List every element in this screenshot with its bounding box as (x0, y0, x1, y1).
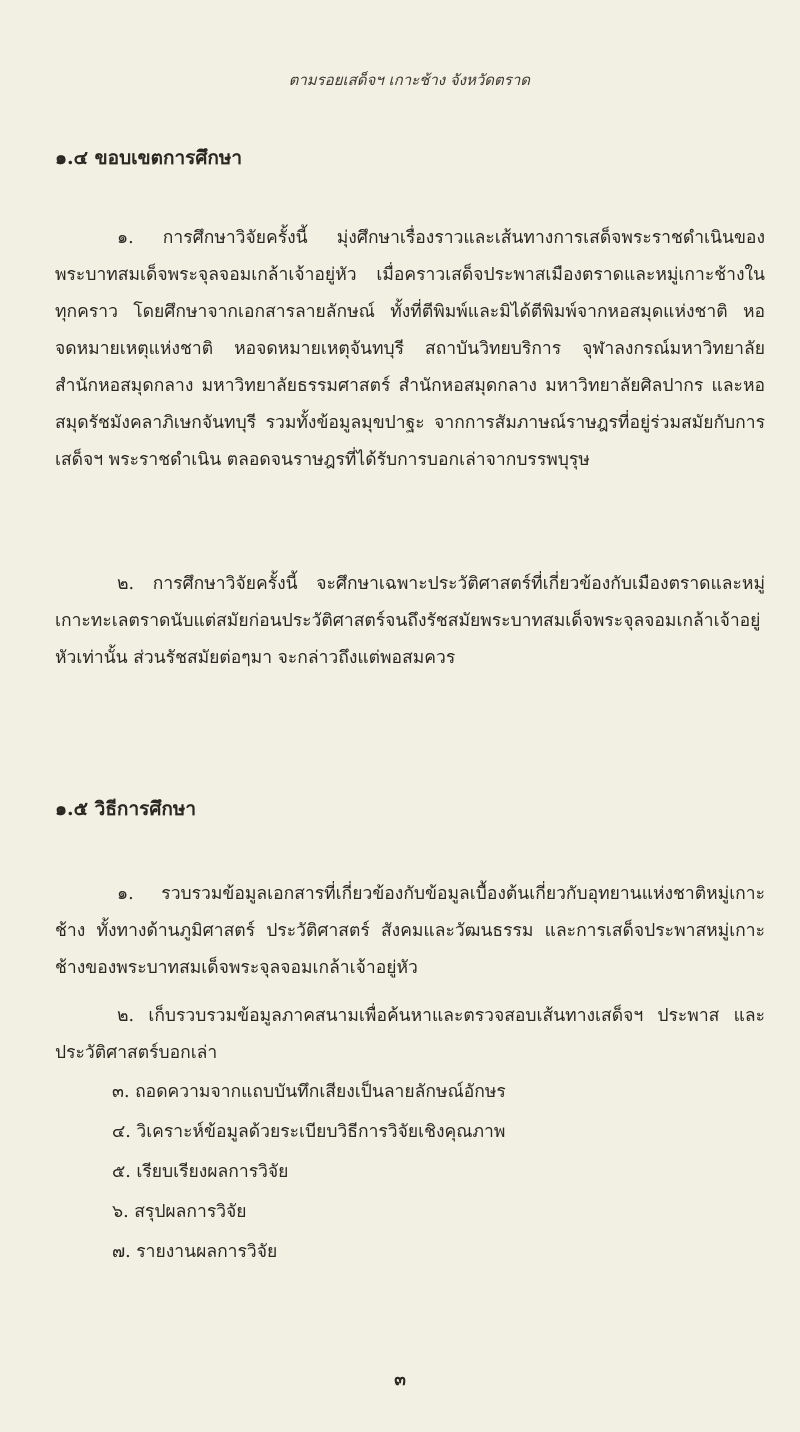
method-step-4: ๔. วิเคราะห์ข้อมูลด้วยระเบียบวิธีการวิจัยเชิงคุณภาพ (112, 1122, 506, 1142)
section-heading-scope: ๑.๔ ขอบเขตการศึกษา (55, 147, 243, 169)
scope-paragraph-1-text: ๑. การศึกษาวิจัยครั้งนี้ มุ่งศึกษาเรื่องราวและเส้นทางการเสด็จพระราชดำเนินของพระบาทสมเด็จพระจุลจอมเกล้าเจ้าอยู่หัว เมื่อคราวเสด็จประพาสเมืองตราดและหมู่เกาะช้างในทุกคราว โดยศึกษาจากเอกสารลายลักษณ์ ทั้งที่ตีพิมพ์และมิได้ตีพิมพ์จากหอสมุดแห่งชาติ หอจดหมายเหตุแห่งชาติ หอจดหมายเหตุจันทบุรี สถาบันวิทยบริการ จุฬาลงกรณ์มหาวิทยาลัย สำนักหอสมุดกลาง มหาวิทยาลัยธรรมศาสตร์ สำนักหอสมุดกลาง มหาวิทยาลัยศิลปากร และหอสมุดรัชมังคลาภิเษกจันทบุรี รวมทั้งข้อมูลมุขปาฐะ จากการสัมภาษณ์ราษฎรที่อยู่ร่วมสมัยกับการเสด็จฯ พระราชดำเนิน ตลอดจนราษฎรที่ได้รับการบอกเล่าจากบรรพบุรุษ (55, 228, 765, 470)
method-paragraph-2-text: ๒. เก็บรวบรวมข้อมูลภาคสนามเพื่อค้นหาและตรวจสอบเส้นทางเสด็จฯ ประพาส และประวัติศาสตร์บอกเล่า (55, 1006, 765, 1063)
method-step-3: ๓. ถอดความจากแถบบันทึกเสียงเป็นลายลักษณ์อักษร (112, 1082, 506, 1102)
method-paragraph-1 (55, 876, 765, 987)
scope-paragraph-1 (55, 220, 765, 479)
scope-paragraph-2 (55, 566, 765, 677)
method-step-5: ๕. เรียบเรียงผลการวิจัย (112, 1162, 289, 1182)
method-paragraph-2 (55, 998, 765, 1072)
method-paragraph-1-text: ๑. รวบรวมข้อมูลเอกสารที่เกี่ยวข้องกับข้อมูลเบื้องต้นเกี่ยวกับอุทยานแห่งชาติหมู่เกาะช้าง ทั้งทางด้านภูมิศาสตร์ ประวัติศาสตร์ สังคมและวัฒนธรรม และการเสด็จประพาสหมู่เกาะช้างของพระบาทสมเด็จพระจุลจอมเกล้าเจ้าอยู่หัว (55, 884, 765, 978)
method-step-7: ๗. รายงานผลการวิจัย (112, 1242, 278, 1262)
running-header: ตามรอยเสด็จฯ เกาะช้าง จังหวัดตราด (288, 71, 530, 89)
section-heading-method: ๑.๕ วิธีการศึกษา (55, 798, 197, 820)
method-step-6: ๖. สรุปผลการวิจัย (112, 1202, 247, 1222)
page-number: ๓ (394, 1370, 406, 1390)
scope-paragraph-2-text: ๒. การศึกษาวิจัยครั้งนี้ จะศึกษาเฉพาะประวัติศาสตร์ที่เกี่ยวข้องกับเมืองตราดและหมู่เกาะทะเลตราดนับแต่สมัยก่อนประวัติศาสตร์จนถึงรัชสมัยพระบาทสมเด็จพระจุลจอมเกล้าเจ้าอยู่หัวเท่านั้น ส่วนรัชสมัยต่อๆมา จะกล่าวถึงแต่พอสมควร (55, 574, 765, 668)
